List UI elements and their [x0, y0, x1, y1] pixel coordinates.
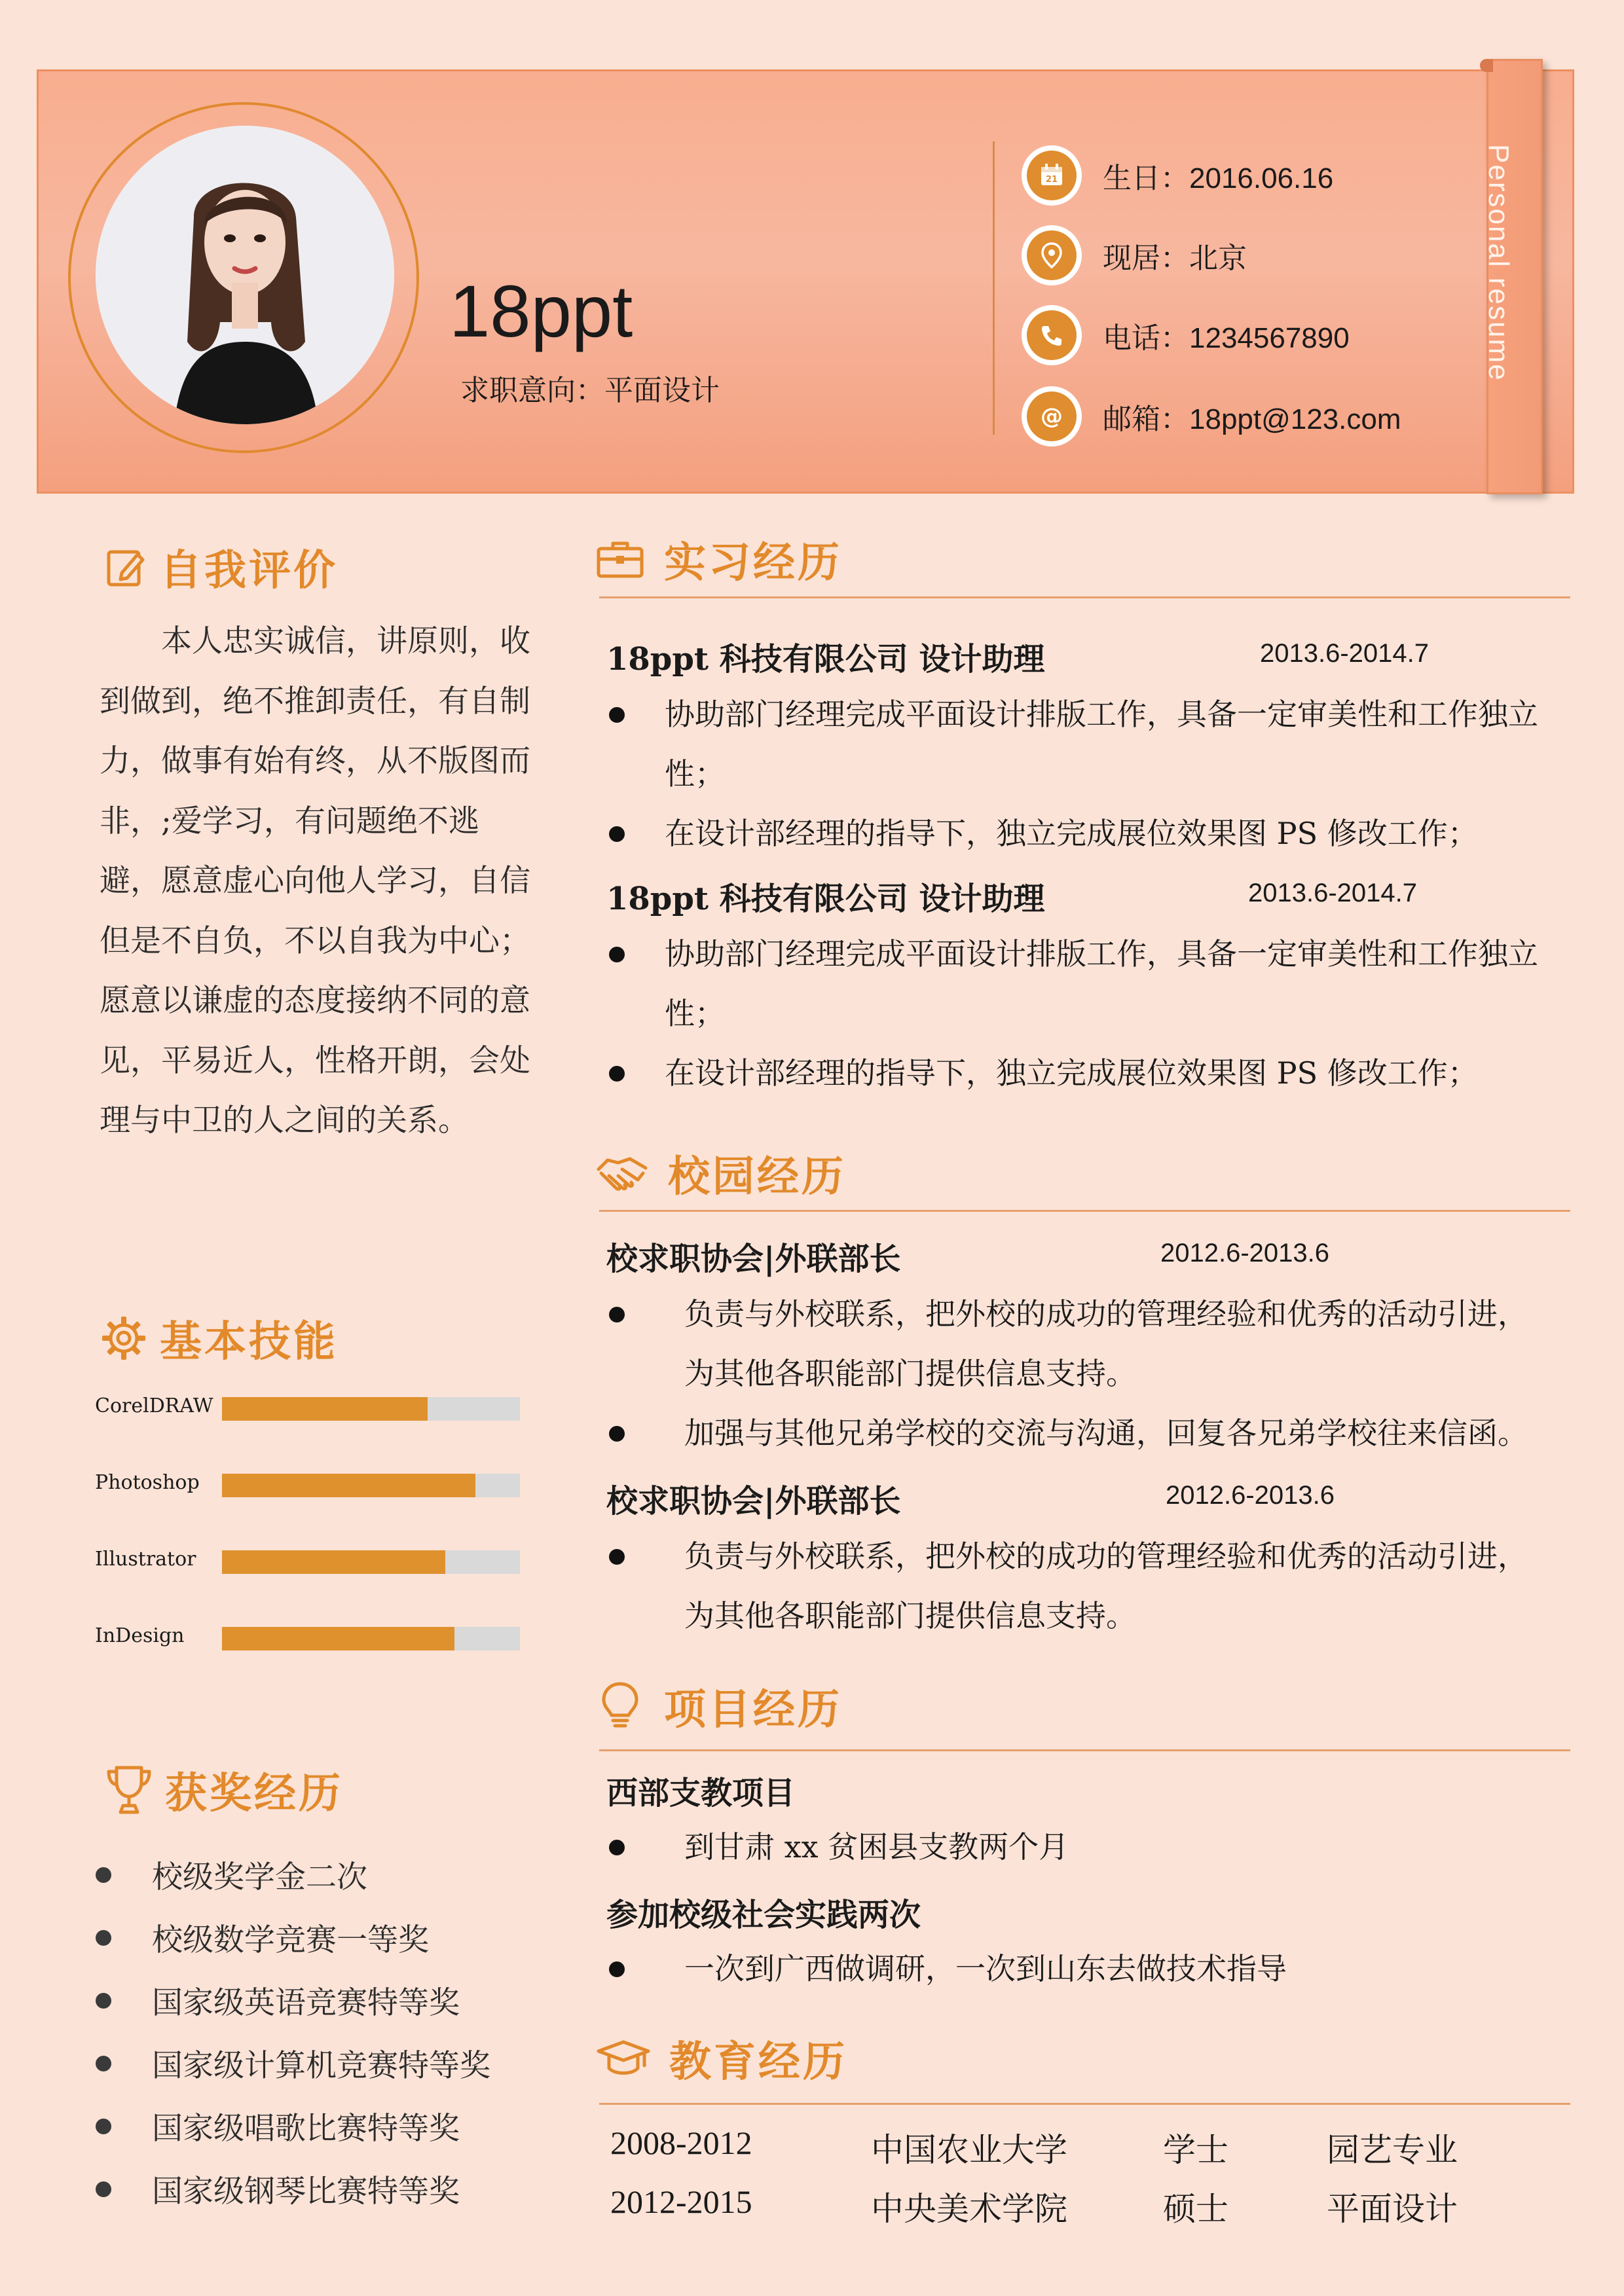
entry-bullet-text: 一次到广西做调研，一次到山东去做技术指导 [684, 1951, 1287, 1986]
campus-heading [596, 1143, 846, 1203]
graduation-cap-icon [596, 2035, 651, 2081]
skills-heading [100, 1308, 338, 1368]
award-text: 校级数学竞赛一等奖 [152, 1922, 429, 1958]
self-eval-heading [105, 537, 338, 597]
skill-bar-track [222, 1627, 520, 1650]
award-text: 国家级唱歌比赛特等奖 [152, 2111, 460, 2147]
contact-phone-text: 电话：1234567890 [1103, 322, 1350, 354]
entry-bullet [609, 1285, 1552, 1404]
entry-bullet [609, 1939, 1552, 1999]
contact-birthday [1022, 145, 1333, 206]
self-eval-title: 自我评价 [160, 547, 338, 595]
projects-divider [599, 1749, 1570, 1751]
award-item [96, 2104, 460, 2148]
at-sign-icon [1022, 386, 1082, 446]
entry-bullet [609, 1044, 1539, 1103]
award-text: 国家级计算机竞赛特等奖 [152, 2048, 490, 2084]
entry-bullet-text: 协助部门经理完成平面设计排版工作，具备一定审美性和工作独立性； [665, 936, 1538, 1031]
bullet-dot [609, 1549, 625, 1565]
header-divider [993, 141, 995, 435]
bullet-dot [609, 826, 625, 842]
contact-location [1022, 225, 1247, 285]
ribbon-label: Personal resume [1483, 144, 1515, 382]
skill-name: InDesign [95, 1624, 185, 1647]
edu-degree: 硕士 [1163, 2190, 1228, 2228]
skill-name: CorelDRAW [95, 1394, 213, 1417]
portrait-illustration [96, 126, 394, 424]
entry-title: 校求职协会|外联部长 [606, 1241, 901, 1277]
projects-heading [599, 1676, 842, 1736]
svg-text:21: 21 [1045, 175, 1058, 185]
skill-bar-fill [222, 1397, 428, 1421]
entry-bullet [609, 1817, 1552, 1877]
candidate-name: 18ppt [449, 270, 633, 352]
edu-major: 平面设计 [1327, 2190, 1458, 2228]
award-text: 国家级钢琴比赛特等奖 [152, 2174, 460, 2210]
entry-date: 2012.6-2013.6 [1160, 1239, 1330, 1267]
skills-title: 基本技能 [160, 1318, 338, 1366]
education-divider [599, 2103, 1570, 2105]
entry-title: 18ppt 科技有限公司 设计助理 [606, 641, 1045, 678]
entry-bullet [609, 804, 1539, 864]
skill-bar-track [222, 1474, 520, 1497]
project-title: 参加校级社会实践两次 [606, 1897, 921, 1933]
education-title: 教育经历 [669, 2038, 847, 2086]
skill-bar-track [222, 1397, 520, 1421]
edu-period: 2008-2012 [610, 2124, 752, 2161]
entry-bullet-text: 在设计部经理的指导下，独立完成展位效果图 PS 修改工作； [665, 1055, 1478, 1091]
entry-date: 2013.6-2014.7 [1260, 639, 1430, 668]
lightbulb-icon [599, 1680, 642, 1732]
bullet-dot [609, 947, 625, 962]
ribbon-fold [1480, 59, 1493, 72]
awards-title: 获奖经历 [165, 1770, 343, 1818]
bullet-dot [609, 707, 625, 723]
entry-bullet-text: 负责与外校联系，把外校的成功的管理经验和优秀的活动引进，为其他各职能部门提供信息支持。 [684, 1539, 1528, 1633]
campus-title: 校园经历 [668, 1153, 846, 1201]
bullet-dot [609, 1961, 625, 1977]
bullet-dot [96, 1993, 111, 2009]
entry-title: 18ppt 科技有限公司 设计助理 [606, 881, 1045, 917]
entry-bullet [609, 1404, 1552, 1463]
skill-bar-fill [222, 1627, 454, 1650]
skill-name: Illustrator [95, 1548, 196, 1571]
award-item [96, 1978, 460, 2022]
entry-bullet-text: 到甘肃 xx 贫困县支教两个月 [684, 1829, 1069, 1865]
briefcase-icon [596, 538, 644, 580]
skill-bar-track [222, 1550, 520, 1574]
entry-bullet [609, 1527, 1552, 1646]
entry-bullet-text: 协助部门经理完成平面设计排版工作，具备一定审美性和工作独立性； [665, 697, 1538, 792]
bullet-dot [96, 2181, 111, 2197]
contact-birthday-text: 生日：2016.06.16 [1103, 162, 1334, 194]
internship-divider [599, 596, 1570, 598]
bullet-dot [96, 2056, 111, 2071]
edu-school: 中央美术学院 [871, 2190, 1067, 2228]
entry-bullet [609, 924, 1539, 1044]
campus-divider [599, 1210, 1570, 1212]
contact-email [1022, 386, 1401, 446]
contact-email-text: 邮箱：18ppt@123.com [1103, 403, 1401, 435]
job-intent: 求职意向：平面设计 [460, 374, 720, 407]
edu-period: 2012-2015 [610, 2183, 752, 2220]
svg-text:@: @ [1041, 403, 1063, 429]
handshake-icon [596, 1150, 648, 1197]
internship-heading [596, 529, 842, 589]
self-eval-text: 本人忠实诚信，讲原则，收到做到，绝不推卸责任，有自制力，做事有始有终，从不版图而非，;爱学习，有问题绝不逃避，愿意虚心向他人学习，自信但是不自负，不以自我为中心；愿意以谦虚的态度接纳不同的意见，平易近人，性格开朗，会处理与中卫的人之间的关系。 [100, 623, 530, 1139]
entry-date: 2012.6-2013.6 [1166, 1481, 1335, 1510]
edu-degree: 学士 [1163, 2131, 1228, 2169]
bullet-dot [609, 1307, 625, 1322]
phone-icon [1022, 305, 1082, 365]
bullet-dot [96, 1867, 111, 1883]
entry-title: 校求职协会|外联部长 [606, 1483, 901, 1520]
entry-bullet-text: 加强与其他兄弟学校的交流与沟通，回复各兄弟学校往来信函。 [684, 1415, 1528, 1451]
skill-bar-fill [222, 1550, 445, 1574]
award-text: 国家级英语竞赛特等奖 [152, 1985, 460, 2021]
entry-bullet-text: 在设计部经理的指导下，独立完成展位效果图 PS 修改工作； [665, 816, 1478, 851]
bullet-dot [609, 1066, 625, 1082]
award-item [96, 1853, 367, 1897]
bullet-dot [609, 1840, 625, 1855]
location-pin-icon [1022, 225, 1082, 285]
projects-title: 项目经历 [664, 1686, 842, 1734]
internship-title: 实习经历 [664, 539, 842, 587]
bullet-dot [96, 1930, 111, 1946]
education-heading [596, 2028, 847, 2088]
award-text: 校级奖学金二次 [152, 1859, 367, 1895]
awards-heading [105, 1760, 343, 1820]
edu-major: 园艺专业 [1327, 2131, 1458, 2169]
edu-school: 中国农业大学 [871, 2131, 1067, 2169]
bullet-dot [609, 1426, 625, 1442]
gear-icon [100, 1314, 148, 1362]
award-item [96, 2041, 490, 2085]
entry-bullet [609, 685, 1539, 804]
trophy-icon [105, 1764, 153, 1816]
entry-date: 2013.6-2014.7 [1248, 879, 1418, 907]
contact-location-text: 现居：北京 [1103, 242, 1247, 274]
project-title: 西部支教项目 [606, 1775, 796, 1812]
avatar [96, 126, 394, 424]
contact-phone [1022, 305, 1350, 365]
award-item [96, 1916, 429, 1959]
calendar-icon [1022, 145, 1082, 206]
edit-icon [105, 545, 148, 589]
skill-bar-fill [222, 1474, 475, 1497]
award-item [96, 2167, 460, 2211]
skill-name: Photoshop [95, 1471, 200, 1494]
bullet-dot [96, 2119, 111, 2134]
entry-bullet-text: 负责与外校联系，把外校的成功的管理经验和优秀的活动引进，为其他各职能部门提供信息支持。 [684, 1296, 1528, 1391]
